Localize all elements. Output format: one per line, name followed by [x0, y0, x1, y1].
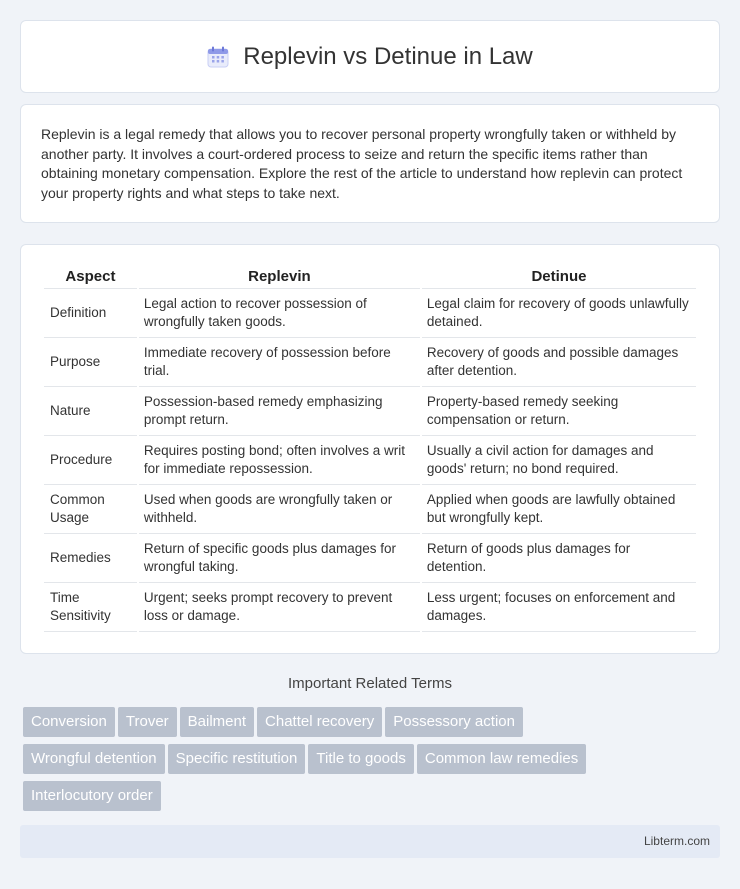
row-aspect: Procedure — [44, 436, 137, 485]
comparison-table — [42, 265, 698, 632]
tag-trover[interactable]: Trover — [118, 707, 177, 737]
row-detinue: Less urgent; focuses on enforcement and damages. — [422, 583, 696, 632]
header-replevin: Replevin — [139, 265, 420, 289]
tag-specific-restitution[interactable]: Specific restitution — [168, 744, 306, 774]
tag-chattel-recovery[interactable]: Chattel recovery — [257, 707, 382, 737]
table-row — [44, 534, 696, 583]
table-row — [44, 583, 696, 632]
row-aspect: Purpose — [44, 338, 137, 387]
row-replevin: Return of specific goods plus damages for wrongful taking. — [139, 534, 420, 583]
page-title: Replevin vs Detinue in Law — [243, 42, 533, 70]
header-detinue: Detinue — [422, 265, 696, 289]
row-replevin: Possession-based remedy emphasizing prompt return. — [139, 387, 420, 436]
related-terms-tags — [23, 707, 723, 818]
tag-title-to-goods[interactable]: Title to goods — [308, 744, 414, 774]
row-aspect: Common Usage — [44, 485, 137, 534]
row-replevin: Immediate recovery of possession before trial. — [139, 338, 420, 387]
table-row — [44, 338, 696, 387]
calendar-icon — [207, 46, 229, 68]
row-replevin: Requires posting bond; often involves a writ for immediate repossession. — [139, 436, 420, 485]
row-replevin: Used when goods are wrongfully taken or withheld. — [139, 485, 420, 534]
row-detinue: Recovery of goods and possible damages after detention. — [422, 338, 696, 387]
row-detinue: Legal claim for recovery of goods unlawfully detained. — [422, 289, 696, 338]
row-detinue: Property-based remedy seeking compensation or return. — [422, 387, 696, 436]
intro-paragraph: Replevin is a legal remedy that allows you to recover personal property wrongfully taken or withheld by another party. It involves a court-ordered process to seize and return the specific items rather than obtaining monetary compensation. Explore the rest of the article to understand how replevin can protect your property rights and what steps to take next. — [41, 126, 683, 201]
tag-conversion[interactable]: Conversion — [23, 707, 115, 737]
row-detinue: Usually a civil action for damages and goods' return; no bond required. — [422, 436, 696, 485]
footer — [20, 825, 720, 858]
tag-interlocutory-order[interactable]: Interlocutory order — [23, 781, 161, 811]
row-detinue: Applied when goods are lawfully obtained but wrongfully kept. — [422, 485, 696, 534]
row-aspect: Time Sensitivity — [44, 583, 137, 632]
table-row — [44, 289, 696, 338]
related-terms-title: Important Related Terms — [288, 675, 452, 692]
title-card — [20, 20, 720, 93]
tag-common-law-remedies[interactable]: Common law remedies — [417, 744, 586, 774]
row-aspect: Remedies — [44, 534, 137, 583]
table-header-row — [44, 265, 696, 289]
row-aspect: Definition — [44, 289, 137, 338]
tag-bailment[interactable]: Bailment — [180, 707, 254, 737]
tag-wrongful-detention[interactable]: Wrongful detention — [23, 744, 165, 774]
row-aspect: Nature — [44, 387, 137, 436]
table-row — [44, 436, 696, 485]
comparison-table-card — [20, 244, 720, 654]
table-row — [44, 387, 696, 436]
table-row — [44, 485, 696, 534]
footer-site-link[interactable]: Libterm.com — [643, 834, 710, 848]
row-replevin: Legal action to recover possession of wrongfully taken goods. — [139, 289, 420, 338]
tag-possessory-action[interactable]: Possessory action — [385, 707, 523, 737]
intro-card — [20, 104, 720, 223]
header-aspect: Aspect — [44, 265, 137, 289]
row-replevin: Urgent; seeks prompt recovery to prevent loss or damage. — [139, 583, 420, 632]
row-detinue: Return of goods plus damages for detention. — [422, 534, 696, 583]
